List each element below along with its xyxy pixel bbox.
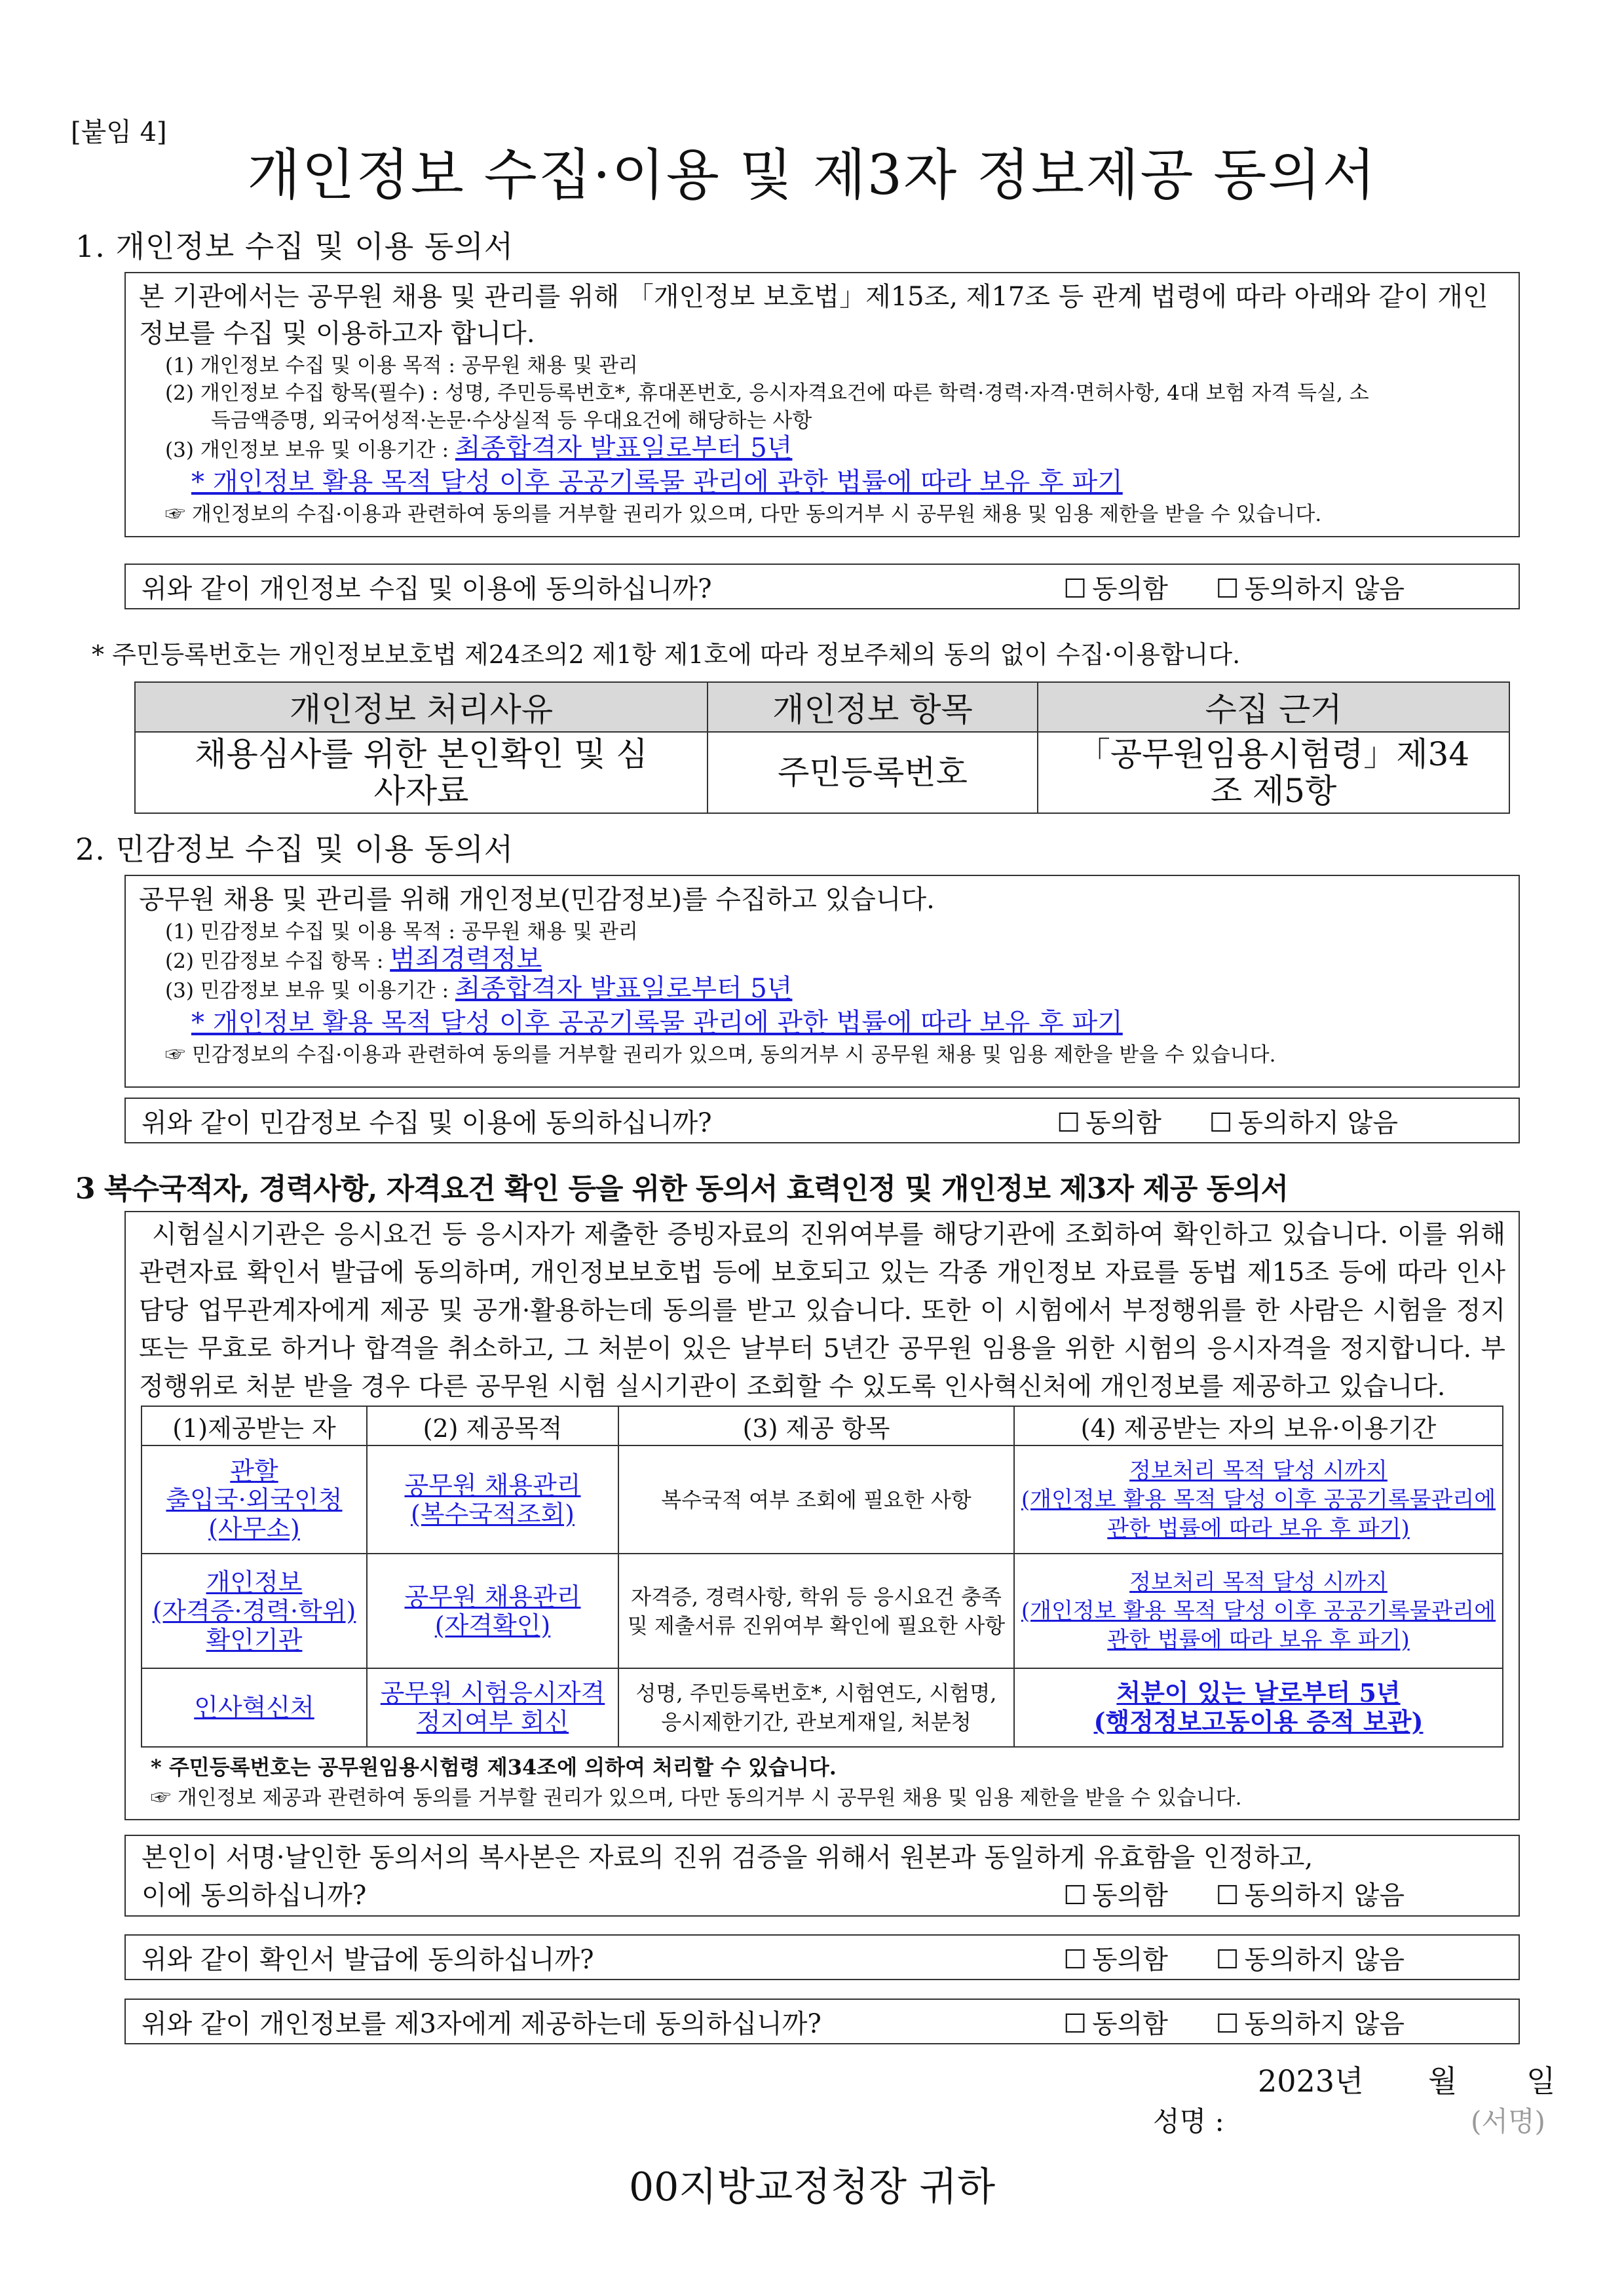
section1-item2b: 득금액증명, 외국어성적·논문·수상실적 등 우대요건에 해당하는 사항 — [211, 409, 812, 432]
provision-header-purpose: (2) 제공목적 — [367, 1406, 618, 1445]
third-party-question: 위와 같이 개인정보를 제3자에게 제공하는데 동의하십니까? — [142, 2008, 821, 2039]
section1-refuse: ☞ 개인정보의 수집·이용과 관련하여 동의를 거부할 권리가 있으며, 다만 동의거부 시 공무원 채용 및 임용 제한을 받을 수 있습니다. — [165, 503, 1322, 526]
rrn-header-reason: 개인정보 처리사유 — [135, 682, 708, 732]
signature-label: (서명) — [1471, 2105, 1545, 2137]
section2-note: * 개인정보 활용 목적 달성 이후 공공기록물 관리에 관한 법률에 따라 보유 후 파기 — [191, 1008, 1123, 1038]
copy-validity-agree-label: 동의함 — [1091, 1881, 1168, 1911]
section2-refuse: ☞ 민감정보의 수집·이용과 관련하여 동의를 거부할 권리가 있으며, 동의거부 시 공무원 채용 및 임용 제한을 받을 수 있습니다. — [165, 1043, 1276, 1067]
section2-disagree-checkbox[interactable]: ☐ — [1209, 1107, 1233, 1138]
row1-items: 복수국적 여부 조회에 필요한 사항 — [618, 1445, 1014, 1554]
section1-question: 위와 같이 개인정보 수집 및 이용에 동의하십니까? — [142, 573, 712, 604]
section1-box — [124, 272, 1520, 537]
copy-validity-disagree-label: 동의하지 않음 — [1244, 1881, 1405, 1911]
section3-paragraph: 시험실시기관은 응시요건 등 응시자가 제출한 증빙자료의 진위여부를 해당기관에 조회하여 확인하고 있습니다. 이를 위해 관련자료 확인서 발급에 동의하며, 개인정보보호법 등에 보호되고 있는 각종 개인정보 자료를 동법 제15조 등에 따라 인사담당 업무관계자에게 제공 및 공개·활용하는데 동의를 받고 있습니다. 또한 이 시험에서 부정행위를 한 사람은 시험을 정지 또는 무효로 하거나 합격을 취소하고, 그 처분이 있은 날부터 5년간 공무원 임용을 위한 시험의 응시자격을 정지합니다. 부정행위로 처분 받을 경우 다른 공무원 시험 실시기관이 조회할 수 있도록 인사혁신처에 개인정보를 제공하고 있습니다. — [139, 1220, 1505, 1402]
rrn-header-item: 개인정보 항목 — [708, 682, 1038, 732]
date-month: 월 — [1428, 2063, 1458, 2099]
third-party-disagree-label: 동의하지 않음 — [1244, 2008, 1405, 2039]
section1-agree-label: 동의함 — [1091, 573, 1168, 604]
certificate-disagree-label: 동의하지 않음 — [1244, 1944, 1405, 1975]
row3-items: 성명, 주민등록번호*, 시험연도, 시험명, 응시제한기간, 관보게재일, 처분청 — [618, 1668, 1014, 1747]
copy-validity-disagree-checkbox[interactable]: ☐ — [1215, 1881, 1239, 1911]
provision-header-period: (4) 제공받는 자의 보유·이용기간 — [1014, 1406, 1503, 1445]
row1-period: 정보처리 목적 달성 시까지 (개인정보 활용 목적 달성 이후 공공기록물관리에 관한 법률에 따라 보유 후 파기) — [1014, 1445, 1503, 1554]
attachment-label: [붙임 4] — [71, 117, 167, 147]
rrn-table — [134, 681, 1510, 814]
section1-disagree-checkbox[interactable]: ☐ — [1215, 573, 1239, 604]
section2-intro: 공무원 채용 및 관리를 위해 개인정보(민감정보)를 수집하고 있습니다. — [139, 885, 935, 915]
section1-heading: 1. 개인정보 수집 및 이용 동의서 — [75, 229, 514, 264]
section2-box — [124, 875, 1520, 1088]
rrn-cell-item: 주민등록번호 — [708, 732, 1038, 813]
row3-period: 처분이 있는 날로부터 5년 (행정정보고동이용 증적 보관) — [1014, 1668, 1503, 1747]
addressee: 00지방교정청장 귀하 — [628, 2164, 996, 2210]
page-title: 개인정보 수집·이용 및 제3자 정보제공 동의서 — [247, 143, 1377, 207]
copy-validity-question-line1: 본인이 서명·날인한 동의서의 복사본은 자료의 진위 검증을 위해서 원본과 동일하게 유효함을 인정하고, — [142, 1843, 1313, 1873]
date-day: 일 — [1526, 2063, 1556, 2099]
third-party-question-row — [124, 1999, 1520, 2044]
row3-recipient: 인사혁신처 — [142, 1668, 367, 1747]
third-party-agree-label: 동의함 — [1091, 2008, 1168, 2039]
row1-recipient: 관할 출입국·외국인청 (사무소) — [142, 1445, 367, 1554]
section3-rrn-note: * 주민등록번호는 공무원임용시험령 제34조에 의하여 처리할 수 있습니다. — [151, 1755, 837, 1780]
section1-item2a: (2) 개인정보 수집 항목(필수) : 성명, 주민등록번호*, 휴대폰번호, 응시자격요건에 따른 학력·경력·자격·면허사항, 4대 보험 자격 득실, 소 — [165, 381, 1369, 405]
table-row — [142, 1554, 1503, 1668]
row2-period: 정보처리 목적 달성 시까지 (개인정보 활용 목적 달성 이후 공공기록물관리에 관한 법률에 따라 보유 후 파기) — [1014, 1554, 1503, 1668]
section2-item3-label: (3) 민감정보 보유 및 이용기간 : — [165, 979, 455, 1003]
certificate-agree-label: 동의함 — [1091, 1944, 1168, 1975]
section1-note: * 개인정보 활용 목적 달성 이후 공공기록물 관리에 관한 법률에 따라 보유 후 파기 — [191, 467, 1123, 497]
section1-item1: (1) 개인정보 수집 및 이용 목적 : 공무원 채용 및 관리 — [165, 354, 638, 377]
section2-item1: (1) 민감정보 수집 및 이용 목적 : 공무원 채용 및 관리 — [165, 920, 638, 944]
table-row — [142, 1668, 1503, 1747]
section1-intro: 본 기관에서는 공무원 채용 및 관리를 위해 「개인정보 보호법」제15조, 제17조 등 관계 법령에 따라 아래와 같이 개인정보를 수집 및 이용하고자 합니다. — [139, 282, 1488, 349]
section3-refuse: ☞ 개인정보 제공과 관련하여 동의를 거부할 권리가 있으며, 다만 동의거부 시 공무원 채용 및 임용 제한을 받을 수 있습니다. — [151, 1786, 1242, 1810]
row1-purpose: 공무원 채용관리 (복수국적조회) — [367, 1445, 618, 1554]
name-input[interactable] — [1232, 2094, 1467, 2133]
certificate-disagree-checkbox[interactable]: ☐ — [1215, 1944, 1239, 1975]
rrn-cell-basis: 「공무원임용시험령」제34조 제5항 — [1038, 732, 1509, 813]
certificate-question: 위와 같이 확인서 발급에 동의하십니까? — [142, 1944, 594, 1975]
row2-purpose: 공무원 채용관리 (자격확인) — [367, 1554, 618, 1668]
row2-recipient: 개인정보 (자격증·경력·학위) 확인기관 — [142, 1554, 367, 1668]
section2-item2-label: (2) 민감정보 수집 항목 : — [165, 949, 390, 973]
third-party-disagree-checkbox[interactable]: ☐ — [1215, 2008, 1239, 2039]
section2-criminal-record: 범죄경력정보 — [390, 944, 542, 974]
rrn-cell-reason: 채용심사를 위한 본인확인 및 심사자료 — [135, 732, 708, 813]
provision-table — [141, 1406, 1503, 1748]
section1-disagree-label: 동의하지 않음 — [1244, 573, 1405, 604]
row3-purpose: 공무원 시험응시자격 정지여부 회신 — [367, 1668, 618, 1747]
section1-agree-checkbox[interactable]: ☐ — [1063, 573, 1087, 604]
section3-heading: 3 복수국적자, 경력사항, 자격요건 확인 등을 위한 동의서 효력인정 및 개인정보 제3자 제공 동의서 — [75, 1172, 1289, 1206]
rrn-note: * 주민등록번호는 개인정보보호법 제24조의2 제1항 제1호에 따라 정보주체의 동의 없이 수집·이용합니다. — [92, 640, 1241, 669]
section2-disagree-label: 동의하지 않음 — [1237, 1107, 1398, 1138]
section2-agree-checkbox[interactable]: ☐ — [1057, 1107, 1080, 1138]
section1-retention: 최종합격자 발표일로부터 5년 — [455, 433, 793, 463]
section2-agree-label: 동의함 — [1085, 1107, 1161, 1138]
section1-question-row — [124, 564, 1520, 609]
table-row — [142, 1445, 1503, 1554]
provision-header-items: (3) 제공 항목 — [618, 1406, 1014, 1445]
date-year: 2023년 — [1258, 2063, 1364, 2099]
section2-retention: 최종합격자 발표일로부터 5년 — [455, 974, 793, 1004]
section2-question-row — [124, 1098, 1520, 1143]
section2-question: 위와 같이 민감정보 수집 및 이용에 동의하십니까? — [142, 1107, 712, 1138]
copy-validity-question-box — [124, 1835, 1520, 1917]
copy-validity-question-line2: 이에 동의하십니까? — [142, 1881, 367, 1911]
row2-items: 자격증, 경력사항, 학위 등 응시요건 충족 및 제출서류 진위여부 확인에 필요한 사항 — [618, 1554, 1014, 1668]
section2-heading: 2. 민감정보 수집 및 이용 동의서 — [75, 832, 514, 867]
certificate-question-row — [124, 1934, 1520, 1980]
name-label: 성명 : — [1153, 2105, 1224, 2137]
certificate-agree-checkbox[interactable]: ☐ — [1063, 1944, 1087, 1975]
provision-header-recipient: (1)제공받는 자 — [142, 1406, 367, 1445]
rrn-header-basis: 수집 근거 — [1038, 682, 1509, 732]
copy-validity-agree-checkbox[interactable]: ☐ — [1063, 1881, 1087, 1911]
third-party-agree-checkbox[interactable]: ☐ — [1063, 2008, 1087, 2039]
section1-item3-label: (3) 개인정보 보유 및 이용기간 : — [165, 438, 455, 462]
